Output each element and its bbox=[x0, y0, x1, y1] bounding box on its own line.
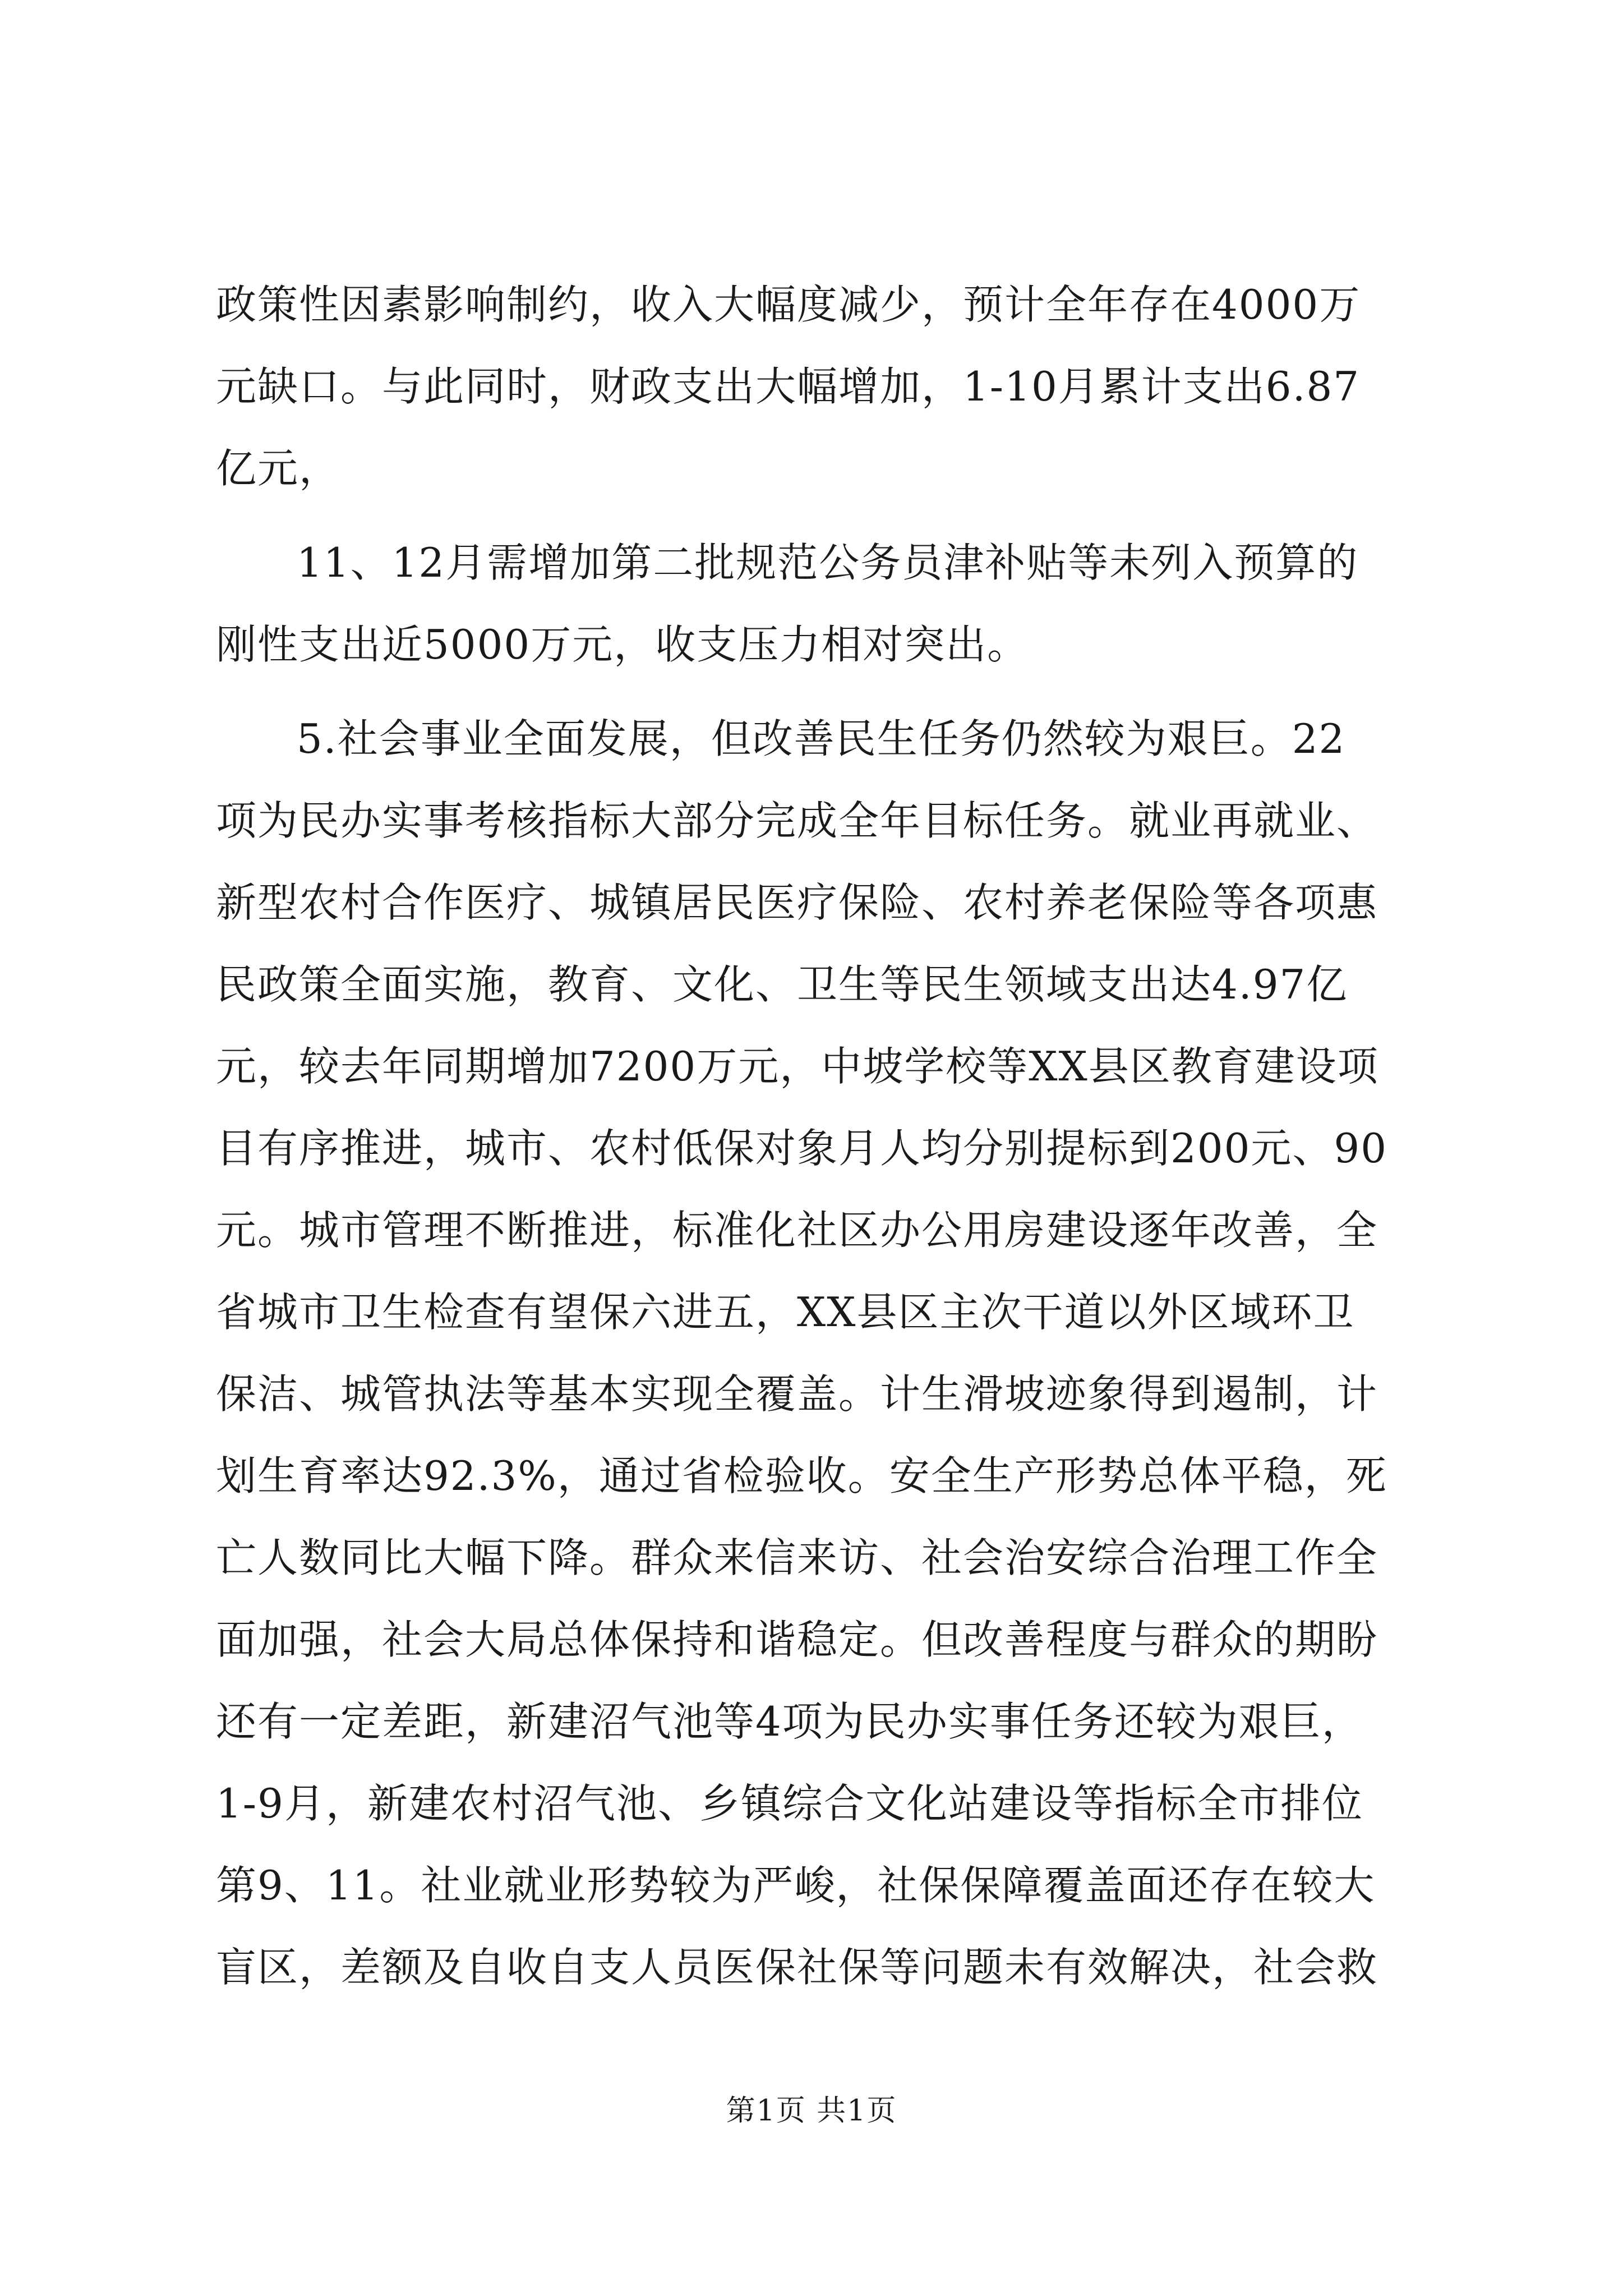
text-line: 省城市卫生检查有望保六进五，XX县区主次干道以外区域环卫 bbox=[216, 1289, 1355, 1336]
text-line: 民政策全面实施，教育、文化、卫生等民生领域支出达4.97亿 bbox=[216, 961, 1348, 1008]
text-line: 政策性因素影响制约，收入大幅度减少，预计全年存在4000万 bbox=[216, 281, 1361, 328]
text-line: 第9、11。社业就业形势较为严峻，社保保障覆盖面还存在较大 bbox=[216, 1862, 1376, 1909]
text-line: 元。城市管理不断推进，标准化社区办公用房建设逐年改善，全 bbox=[216, 1207, 1378, 1254]
text-line: 面加强，社会大局总体保持和谐稳定。但改善程度与群众的期盼 bbox=[216, 1616, 1378, 1663]
paragraph-gap bbox=[216, 685, 1410, 698]
text-line: 项为民办实事考核指标大部分完成全年目标任务。就业再就业、 bbox=[216, 797, 1378, 844]
text-line: 亡人数同比大幅下降。群众来信来访、社会治安综合治理工作全 bbox=[216, 1534, 1378, 1581]
page-footer bbox=[0, 2087, 1623, 2129]
paragraph-gap bbox=[216, 509, 1410, 522]
text-line: 还有一定差距，新建沼气池等4项为民办实事任务还较为艰巨， bbox=[216, 1698, 1363, 1745]
text-line: 元缺口。与此同时，财政支出大幅增加，1-10月累计支出6.87 bbox=[216, 363, 1361, 410]
document-body bbox=[216, 264, 1410, 2008]
text-line: 元，较去年同期增加7200万元，中坡学校等XX县区教育建设项 bbox=[216, 1043, 1379, 1090]
text-line: 5.社会事业全面发展，但改善民生任务仍然较为艰巨。22 bbox=[297, 715, 1346, 762]
text-line: 1-9月，新建农村沼气池、乡镇综合文化站建设等指标全市排位 bbox=[216, 1780, 1363, 1827]
text-line: 盲区，差额及自收自支人员医保社保等问题未有效解决，社会救 bbox=[216, 1944, 1378, 1991]
text-line: 新型农村合作医疗、城镇居民医疗保险、农村养老保险等各项惠 bbox=[216, 879, 1378, 926]
text-line: 划生育率达92.3%，通过省检验收。安全生产形势总体平稳，死 bbox=[216, 1452, 1387, 1499]
text-line: 亿元， bbox=[216, 445, 341, 492]
paragraph bbox=[216, 522, 1410, 685]
text-line: 刚性支出近5000万元，收支压力相对突出。 bbox=[216, 621, 1029, 668]
paragraph bbox=[216, 698, 1410, 2008]
text-line: 11、12月需增加第二批规范公务员津补贴等未列入预算的 bbox=[297, 539, 1359, 586]
text-line: 保洁、城管执法等基本实现全覆盖。计生滑坡迹象得到遏制，计 bbox=[216, 1370, 1378, 1418]
page-number-label: 第1页 共1页 bbox=[726, 2094, 897, 2128]
paragraph bbox=[216, 264, 1410, 509]
text-line: 目有序推进，城市、农村低保对象月人均分别提标到200元、90 bbox=[216, 1125, 1388, 1172]
